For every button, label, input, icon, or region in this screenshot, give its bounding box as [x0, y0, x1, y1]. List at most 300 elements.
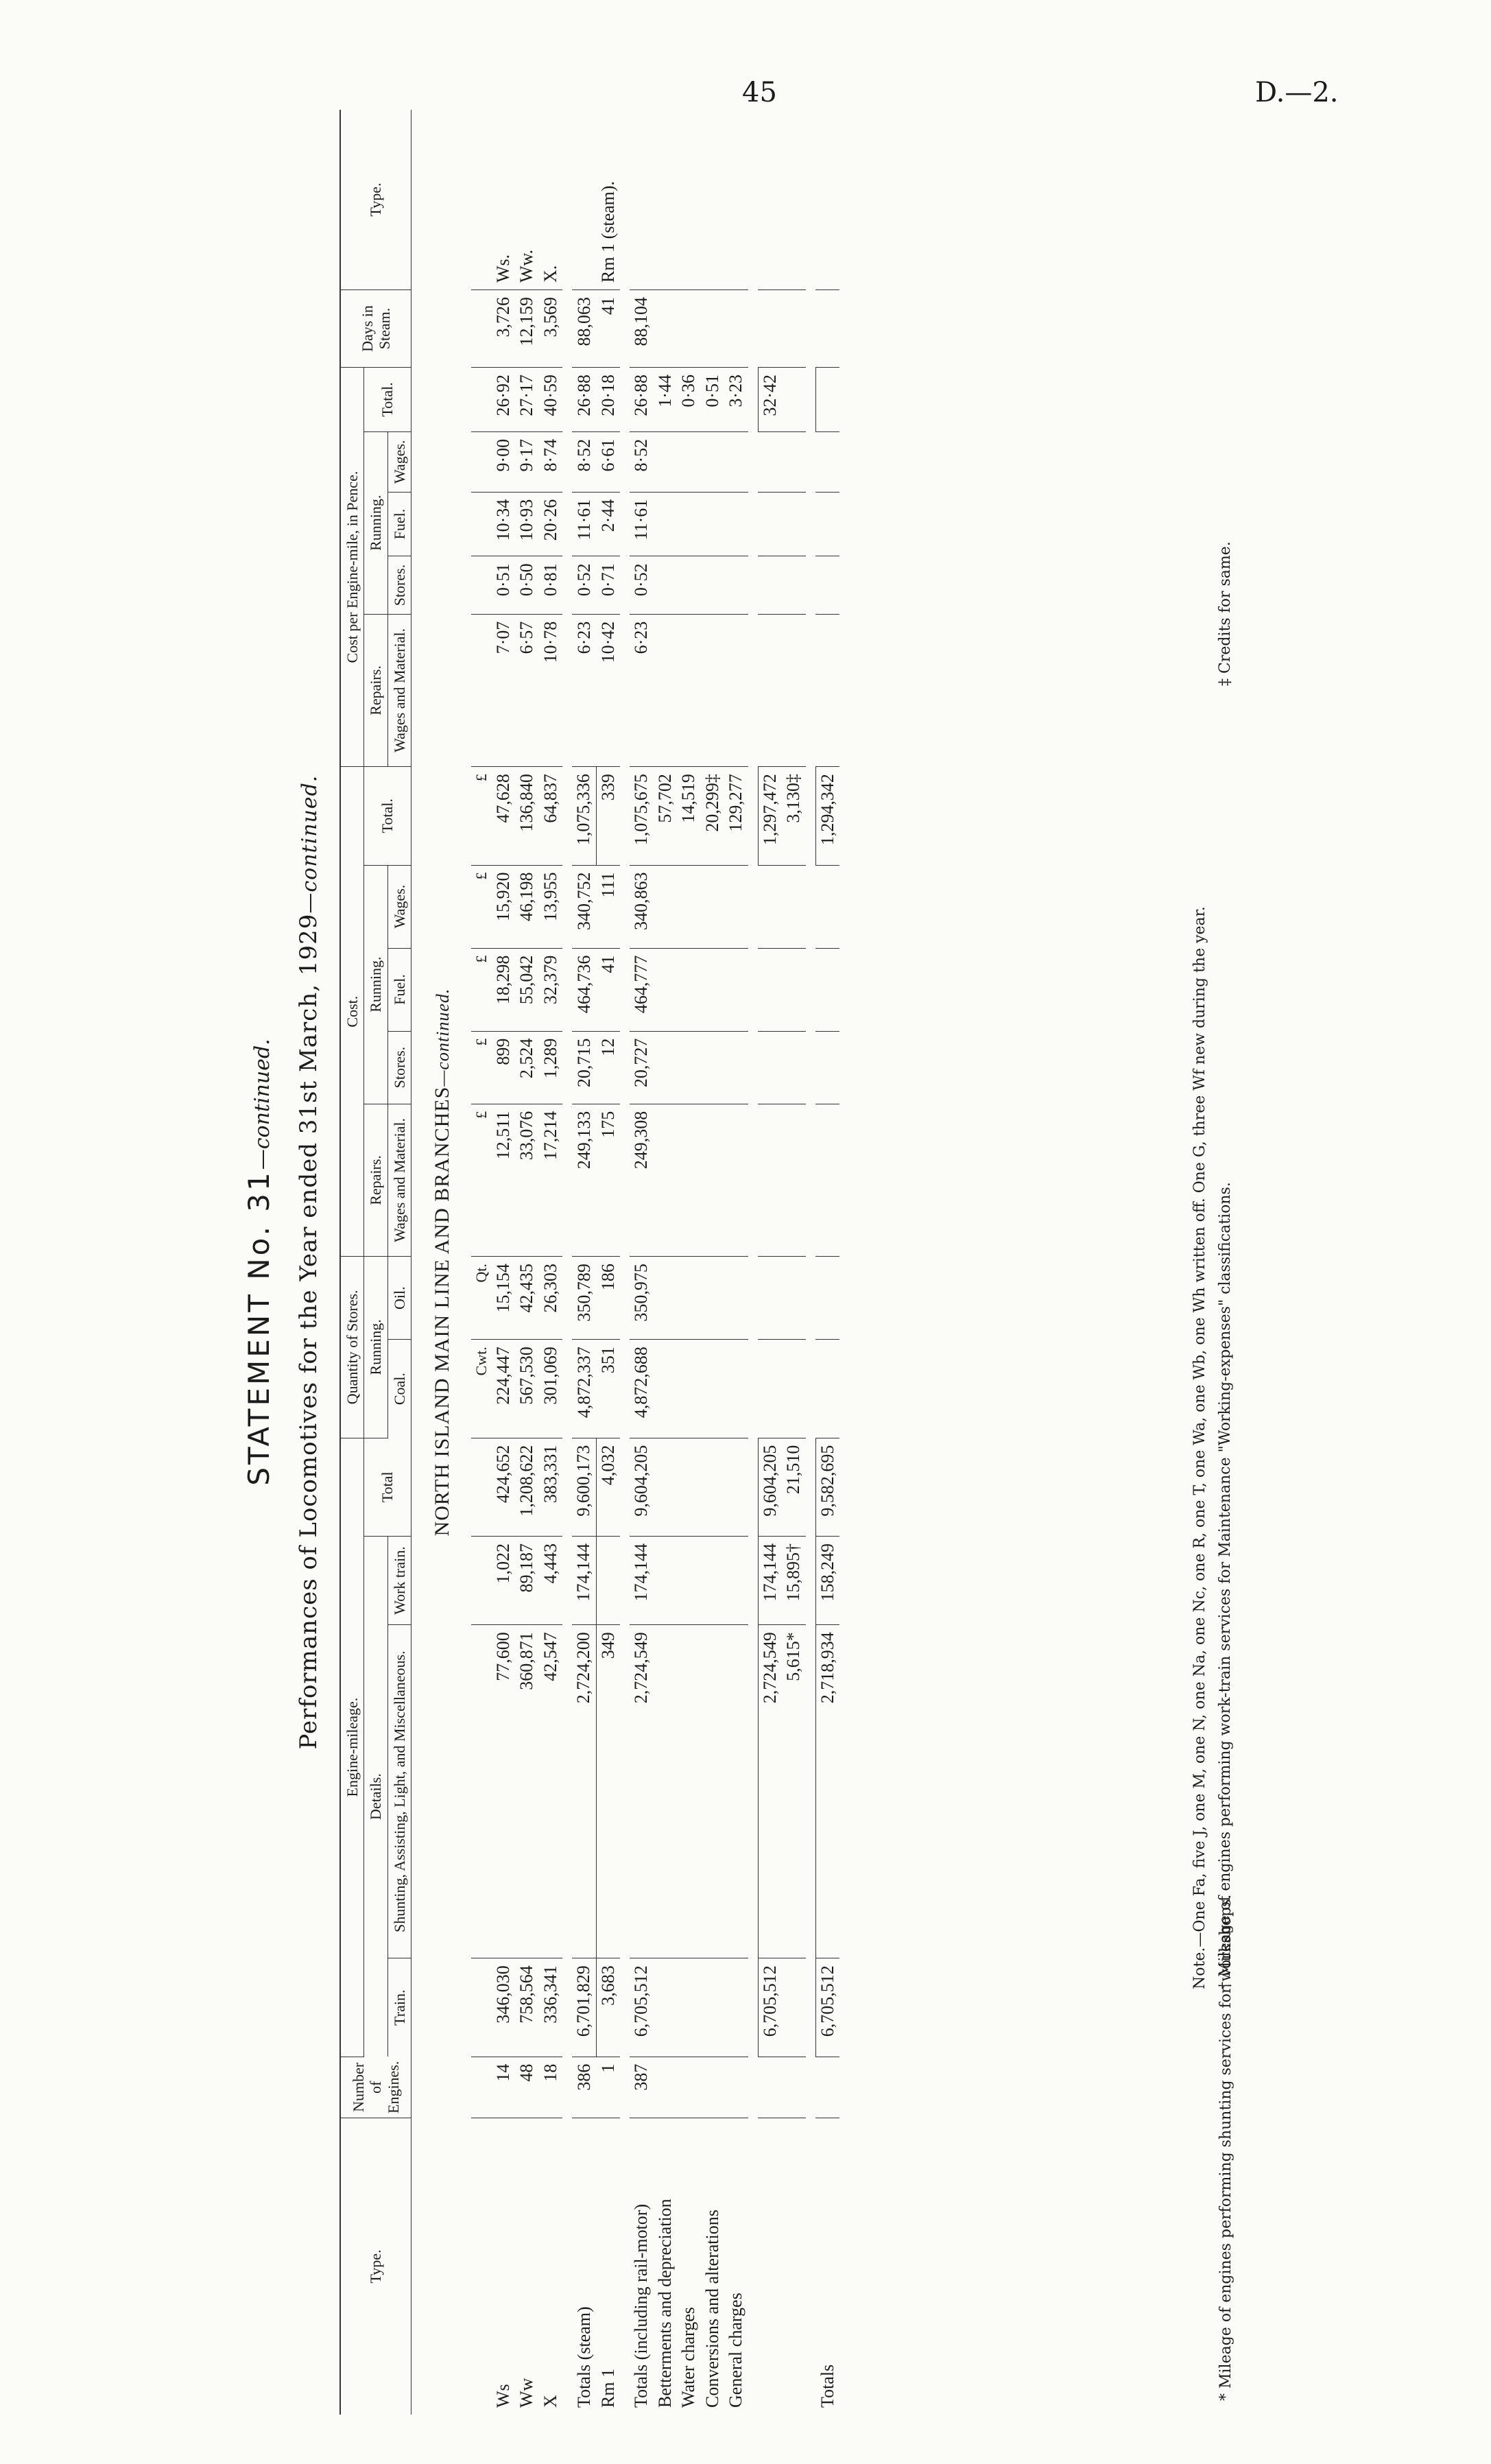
cell-work: 158,249 — [815, 1536, 839, 1624]
col-engine-mileage: Engine-mileage. — [340, 1438, 364, 2057]
col-type: Type. — [340, 2118, 411, 2415]
table-row — [492, 110, 516, 2415]
note-star: * Mileage of engines performing shunting services for workshops. — [1217, 1894, 1234, 2401]
cell-oil — [758, 1257, 782, 1340]
col-num-engines: Number of Engines. — [340, 2057, 411, 2118]
col-cost-running: Running. — [364, 865, 387, 1104]
cell-shunt: 2,718,934 — [815, 1625, 839, 1958]
col-work-train: Work train. — [387, 1536, 411, 1624]
cell-rep: 249,308 — [630, 1104, 654, 1256]
col-train: Train. — [387, 1958, 411, 2057]
cell-pst — [677, 556, 701, 614]
section-heading — [411, 110, 471, 2415]
cell-pfuel — [701, 492, 725, 556]
table-row — [515, 110, 539, 2415]
unit-stores: £ — [471, 1031, 492, 1104]
cell-ctotal: 47,628 — [492, 767, 516, 865]
cell-work: 174,144 — [758, 1536, 782, 1624]
cell-shunt — [724, 1625, 748, 1958]
row-gap — [620, 110, 630, 2415]
cell-train — [701, 1958, 725, 2057]
cell-n: 387 — [630, 2057, 654, 2118]
cell-pfuel: 10·34 — [492, 492, 516, 556]
cell-total: 424,652 — [492, 1438, 516, 1536]
cell-pfuel: 20·26 — [539, 492, 563, 556]
cell-stores — [724, 1031, 748, 1104]
cell-total — [701, 1438, 725, 1536]
cell-days: 88,063 — [572, 290, 596, 368]
cell-pwag — [758, 431, 782, 492]
cell-work — [701, 1536, 725, 1624]
cell-pfuel — [724, 492, 748, 556]
col-pence-running: Running. — [364, 431, 387, 614]
cell-oil: 26,303 — [539, 1257, 563, 1340]
cell-pwag — [782, 431, 806, 492]
statement-subtitle — [295, 110, 322, 2415]
cell-type2 — [724, 110, 748, 290]
cell-n — [677, 2057, 701, 2118]
cell-coal — [815, 1340, 839, 1438]
cell-coal: 224,447 — [492, 1340, 516, 1438]
cell-days: 88,104 — [630, 290, 654, 368]
cell-rep: 17,214 — [539, 1104, 563, 1256]
cell-pst: 0·71 — [596, 556, 620, 614]
cell-days — [654, 290, 678, 368]
cell-stores — [701, 1031, 725, 1104]
unit-fuel: £ — [471, 948, 492, 1031]
cell-ptot: 32·42 — [758, 368, 782, 432]
cell-total: 9,582,695 — [815, 1438, 839, 1536]
cell-ptot: 20·18 — [596, 368, 620, 432]
table-row — [654, 110, 678, 2415]
cell-prep: 7·07 — [492, 614, 516, 766]
cell-pwag — [654, 431, 678, 492]
cell-type2 — [572, 110, 596, 290]
cell-coal — [724, 1340, 748, 1438]
unit-wages: £ — [471, 865, 492, 948]
cell-type: Totals (steam) — [573, 2306, 594, 2408]
col-c-fuel: Fuel. — [387, 948, 411, 1031]
subtitle-continued: —continued. — [298, 774, 322, 914]
col-mileage-total: Total — [364, 1438, 411, 1536]
col-stores-running: Running. — [364, 1257, 387, 1438]
cell-ctotal: 136,840 — [515, 767, 539, 865]
cell-n — [724, 2057, 748, 2118]
cell-shunt: 77,600 — [492, 1625, 516, 1958]
cell-oil: 350,789 — [572, 1257, 596, 1340]
cell-prep: 6·23 — [630, 614, 654, 766]
cell-prep: 6·23 — [572, 614, 596, 766]
cell-ptot: 26·92 — [492, 368, 516, 432]
cell-coal — [782, 1340, 806, 1438]
cell-n: 14 — [492, 2057, 516, 2118]
cell-rep — [701, 1104, 725, 1256]
cell-ptot: 27·17 — [515, 368, 539, 432]
cell-ctotal: 1,075,675 — [630, 767, 654, 865]
row-gap — [748, 110, 759, 2415]
cell-wages — [782, 865, 806, 948]
cell-stores — [677, 1031, 701, 1104]
cell-pwag — [701, 431, 725, 492]
cell-n — [782, 2057, 806, 2118]
unit-rep: £ — [471, 1104, 492, 1256]
cell-fuel — [815, 948, 839, 1031]
cell-prep: 10·78 — [539, 614, 563, 766]
cell-fuel — [654, 948, 678, 1031]
cell-type2 — [654, 110, 678, 290]
cell-stores — [782, 1031, 806, 1104]
cell-prep: 6·57 — [515, 614, 539, 766]
cell-train: 346,030 — [492, 1958, 516, 2057]
col-p-fuel: Fuel. — [387, 492, 411, 556]
cell-shunt: 360,871 — [515, 1625, 539, 1958]
cell-work: 174,144 — [630, 1536, 654, 1624]
cell-type2: Ww. — [515, 110, 539, 290]
unit-oil: Qt. — [471, 1257, 492, 1340]
cell-type: Water charges — [678, 2307, 699, 2408]
cell-ptot — [815, 368, 839, 432]
col-p-stores: Stores. — [387, 556, 411, 614]
col-cost: Cost. — [340, 767, 364, 1257]
col-days-steam: Days in Steam. — [340, 290, 411, 368]
cell-pfuel: 10·93 — [515, 492, 539, 556]
cell-ptot: 26·88 — [572, 368, 596, 432]
cell-days — [677, 290, 701, 368]
cell-train: 3,683 — [596, 1958, 620, 2057]
cell-days: 3,726 — [492, 290, 516, 368]
cell-wages: 340,752 — [572, 865, 596, 948]
cell-oil — [815, 1257, 839, 1340]
cell-oil: 350,975 — [630, 1257, 654, 1340]
col-pence-total: Total. — [364, 368, 411, 432]
cell-wages — [815, 865, 839, 948]
cell-pfuel — [815, 492, 839, 556]
cell-pwag: 9·00 — [492, 431, 516, 492]
table-row — [724, 110, 748, 2415]
section-text: NORTH ISLAND MAIN LINE AND BRANCHES — [430, 1086, 453, 1537]
cell-train: 758,564 — [515, 1958, 539, 2057]
note-ddagger: ‡ Credits for same. — [1217, 541, 1234, 686]
cell-days: 12,159 — [515, 290, 539, 368]
cell-wages: 111 — [596, 865, 620, 948]
cell-rep — [654, 1104, 678, 1256]
cell-oil — [724, 1257, 748, 1340]
cell-train: 6,701,829 — [572, 1958, 596, 2057]
cell-rep — [758, 1104, 782, 1256]
cell-train: 6,705,512 — [630, 1958, 654, 2057]
cell-pfuel: 11·61 — [630, 492, 654, 556]
section-continued: —continued. — [432, 988, 453, 1087]
cell-prep — [815, 614, 839, 766]
cell-total: 383,331 — [539, 1438, 563, 1536]
cell-ctotal: 20,299‡ — [701, 767, 725, 865]
table-row — [782, 110, 806, 2415]
cell-coal: 567,530 — [515, 1340, 539, 1438]
row-gap — [562, 110, 572, 2415]
table-row — [539, 110, 563, 2415]
cell-shunt: 349 — [596, 1625, 620, 1958]
cell-work — [677, 1536, 701, 1624]
cell-shunt: 2,724,200 — [572, 1625, 596, 1958]
cell-type: General charges — [726, 2293, 746, 2408]
cell-wages: 46,198 — [515, 865, 539, 948]
cell-total: 1,208,622 — [515, 1438, 539, 1536]
cell-ptot: 40·59 — [539, 368, 563, 432]
cell-type: Rm 1 — [597, 2368, 618, 2408]
page-reference: D.—2. — [1255, 77, 1339, 108]
cell-pst: 0·51 — [492, 556, 516, 614]
cell-type2 — [758, 110, 782, 290]
cell-shunt — [701, 1625, 725, 1958]
cell-n — [654, 2057, 678, 2118]
cell-prep — [701, 614, 725, 766]
cell-total: 4,032 — [596, 1438, 620, 1536]
cell-days — [815, 290, 839, 368]
cell-fuel: 32,379 — [539, 948, 563, 1031]
cell-fuel: 464,777 — [630, 948, 654, 1031]
note-dagger: † Mileage of engines performing work-train services for Maintenance "Working-expenses" classifications. — [1217, 1182, 1234, 1989]
cell-days — [758, 290, 782, 368]
cell-coal: 351 — [596, 1340, 620, 1438]
cell-stores: 20,715 — [572, 1031, 596, 1104]
cell-rep — [782, 1104, 806, 1256]
cell-work: 1,022 — [492, 1536, 516, 1624]
cell-pfuel — [677, 492, 701, 556]
cell-wages — [724, 865, 748, 948]
cell-type: Ws — [492, 2384, 513, 2408]
cell-coal — [677, 1340, 701, 1438]
cell-fuel: 55,042 — [515, 948, 539, 1031]
cell-n: 48 — [515, 2057, 539, 2118]
cell-coal — [654, 1340, 678, 1438]
cell-ctotal: 129,277 — [724, 767, 748, 865]
note-main: Note.—One Fa, five J, one M, one N, one Na, one Nc, one R, one T, one Wa, one Wb, one Wh written off. One G, three Wf new during the year. — [1191, 906, 1208, 1989]
cell-pwag: 8·52 — [630, 431, 654, 492]
cell-coal — [758, 1340, 782, 1438]
title-text: STATEMENT No. 31 — [242, 1170, 276, 1486]
cell-pfuel — [758, 492, 782, 556]
cell-train — [782, 1958, 806, 2057]
cell-ctotal: 1,297,472 — [758, 767, 782, 865]
cell-oil: 15,154 — [492, 1257, 516, 1340]
cell-oil — [654, 1257, 678, 1340]
cell-rep: 12,511 — [492, 1104, 516, 1256]
cell-ctotal: 57,702 — [654, 767, 678, 865]
cell-total: 9,604,205 — [758, 1438, 782, 1536]
cell-ptot: 3·23 — [724, 368, 748, 432]
cell-type2 — [677, 110, 701, 290]
cell-stores: 12 — [596, 1031, 620, 1104]
cell-fuel — [758, 948, 782, 1031]
cell-coal — [701, 1340, 725, 1438]
cell-type2: Rm 1 (steam). — [596, 110, 620, 290]
cell-fuel: 464,736 — [572, 948, 596, 1031]
cell-pst: 0·50 — [515, 556, 539, 614]
cell-work — [654, 1536, 678, 1624]
col-cost-total: Total. — [364, 767, 411, 865]
cell-type: Ww — [516, 2378, 537, 2408]
statement-title — [242, 110, 276, 2415]
cell-pwag: 9·17 — [515, 431, 539, 492]
cell-ptot: 0·36 — [677, 368, 701, 432]
cell-oil: 42,435 — [515, 1257, 539, 1340]
cell-ptot: 0·51 — [701, 368, 725, 432]
page-number: 45 — [742, 77, 777, 108]
cell-rep — [815, 1104, 839, 1256]
cell-rep: 33,076 — [515, 1104, 539, 1256]
cell-total — [654, 1438, 678, 1536]
cell-n — [701, 2057, 725, 2118]
cell-work: 4,443 — [539, 1536, 563, 1624]
cell-train: 6,705,512 — [758, 1958, 782, 2057]
cell-wages — [701, 865, 725, 948]
locomotive-performance-table — [339, 110, 839, 2415]
cell-fuel: 18,298 — [492, 948, 516, 1031]
cell-rep: 175 — [596, 1104, 620, 1256]
cell-work — [596, 1536, 620, 1624]
subtitle-text: Performances of Locomotives for the Year ended 31st March, 1929 — [295, 913, 322, 1750]
cell-days: 41 — [596, 290, 620, 368]
cell-pwag — [815, 431, 839, 492]
cell-pwag: 6·61 — [596, 431, 620, 492]
cell-stores: 899 — [492, 1031, 516, 1104]
cell-stores — [815, 1031, 839, 1104]
cell-pst — [758, 556, 782, 614]
cell-pwag — [677, 431, 701, 492]
cell-ptot — [782, 368, 806, 432]
cell-n: 18 — [539, 2057, 563, 2118]
cell-type2 — [782, 110, 806, 290]
cell-rep — [724, 1104, 748, 1256]
cell-shunt: 2,724,549 — [630, 1625, 654, 1958]
cell-total: 21,510 — [782, 1438, 806, 1536]
cell-days — [782, 290, 806, 368]
cell-fuel — [677, 948, 701, 1031]
cell-n: 1 — [596, 2057, 620, 2118]
cell-oil — [677, 1257, 701, 1340]
cell-work: 174,144 — [572, 1536, 596, 1624]
col-p-wages: Wages. — [387, 431, 411, 492]
cell-rep — [677, 1104, 701, 1256]
cell-type: Conversions and alterations — [702, 2210, 722, 2408]
cell-pst — [782, 556, 806, 614]
table-row — [572, 110, 596, 2415]
table-row — [758, 110, 782, 2415]
cell-work — [724, 1536, 748, 1624]
cell-oil — [782, 1257, 806, 1340]
title-continued: —continued. — [250, 1039, 274, 1170]
table-row — [630, 110, 654, 2415]
cell-total: 9,604,205 — [630, 1438, 654, 1536]
col-c-stores: Stores. — [387, 1031, 411, 1104]
cell-fuel — [782, 948, 806, 1031]
cell-fuel — [701, 948, 725, 1031]
cell-work: 89,187 — [515, 1536, 539, 1624]
cell-type: Totals (including rail-motor) — [631, 2203, 652, 2408]
cell-type: Totals — [817, 2364, 837, 2408]
cell-days — [724, 290, 748, 368]
cell-pst — [654, 556, 678, 614]
cell-pwag — [724, 431, 748, 492]
cell-coal: 301,069 — [539, 1340, 563, 1438]
cell-shunt: 42,547 — [539, 1625, 563, 1958]
cell-pfuel — [654, 492, 678, 556]
cell-type2: Ws. — [492, 110, 516, 290]
col-shunting: Shunting, Assisting, Light, and Miscellaneous. — [387, 1625, 411, 1958]
cell-prep — [724, 614, 748, 766]
unit-total: £ — [471, 767, 492, 865]
cell-coal: 4,872,688 — [630, 1340, 654, 1438]
cell-ctotal: 64,837 — [539, 767, 563, 865]
cell-shunt: 5,615* — [782, 1625, 806, 1958]
cell-stores — [758, 1031, 782, 1104]
cell-stores: 20,727 — [630, 1031, 654, 1104]
cell-stores — [654, 1031, 678, 1104]
cell-n — [815, 2057, 839, 2118]
cell-pwag: 8·52 — [572, 431, 596, 492]
cell-train: 336,341 — [539, 1958, 563, 2057]
cell-ptot: 1·44 — [654, 368, 678, 432]
cell-type2 — [815, 110, 839, 290]
cell-pwag: 8·74 — [539, 431, 563, 492]
cell-ctotal: 3,130‡ — [782, 767, 806, 865]
cell-wages — [677, 865, 701, 948]
rotated-table-page — [237, 110, 1389, 2415]
cell-train — [724, 1958, 748, 2057]
cell-type2: X. — [539, 110, 563, 290]
cell-wages — [654, 865, 678, 948]
cell-ctotal: 1,075,336 — [572, 767, 596, 865]
col-qty-stores: Quantity of Stores. — [340, 1257, 364, 1438]
cell-oil — [701, 1257, 725, 1340]
cell-prep — [677, 614, 701, 766]
cell-train — [654, 1958, 678, 2057]
cell-type: X — [540, 2395, 560, 2408]
cell-total: 9,600,173 — [572, 1438, 596, 1536]
cell-shunt — [654, 1625, 678, 1958]
cell-prep — [782, 614, 806, 766]
table-row — [815, 110, 839, 2415]
cell-wages: 15,920 — [492, 865, 516, 948]
cell-wages: 13,955 — [539, 865, 563, 948]
cell-stores: 2,524 — [515, 1031, 539, 1104]
row-gap — [806, 110, 816, 2415]
cell-total — [677, 1438, 701, 1536]
cell-type — [758, 2118, 782, 2415]
unit-coal: Cwt. — [471, 1340, 492, 1438]
cell-shunt — [677, 1625, 701, 1958]
cell-pst — [701, 556, 725, 614]
cell-prep: 10·42 — [596, 614, 620, 766]
cell-type: Betterments and depreciation — [654, 2199, 675, 2408]
col-coal: Coal. — [387, 1340, 411, 1438]
col-cost-repairs: Repairs. — [364, 1104, 387, 1256]
cell-pst — [815, 556, 839, 614]
table-row — [596, 110, 620, 2415]
cell-rep: 249,133 — [572, 1104, 596, 1256]
cell-total — [724, 1438, 748, 1536]
cell-oil: 186 — [596, 1257, 620, 1340]
cell-coal: 4,872,337 — [572, 1340, 596, 1438]
cell-pfuel: 11·61 — [572, 492, 596, 556]
cell-prep — [654, 614, 678, 766]
cell-pst — [724, 556, 748, 614]
cell-train: 6,705,512 — [815, 1958, 839, 2057]
cell-n: 386 — [572, 2057, 596, 2118]
cell-wages — [758, 865, 782, 948]
cell-fuel: 41 — [596, 948, 620, 1031]
cell-pfuel: 2·44 — [596, 492, 620, 556]
